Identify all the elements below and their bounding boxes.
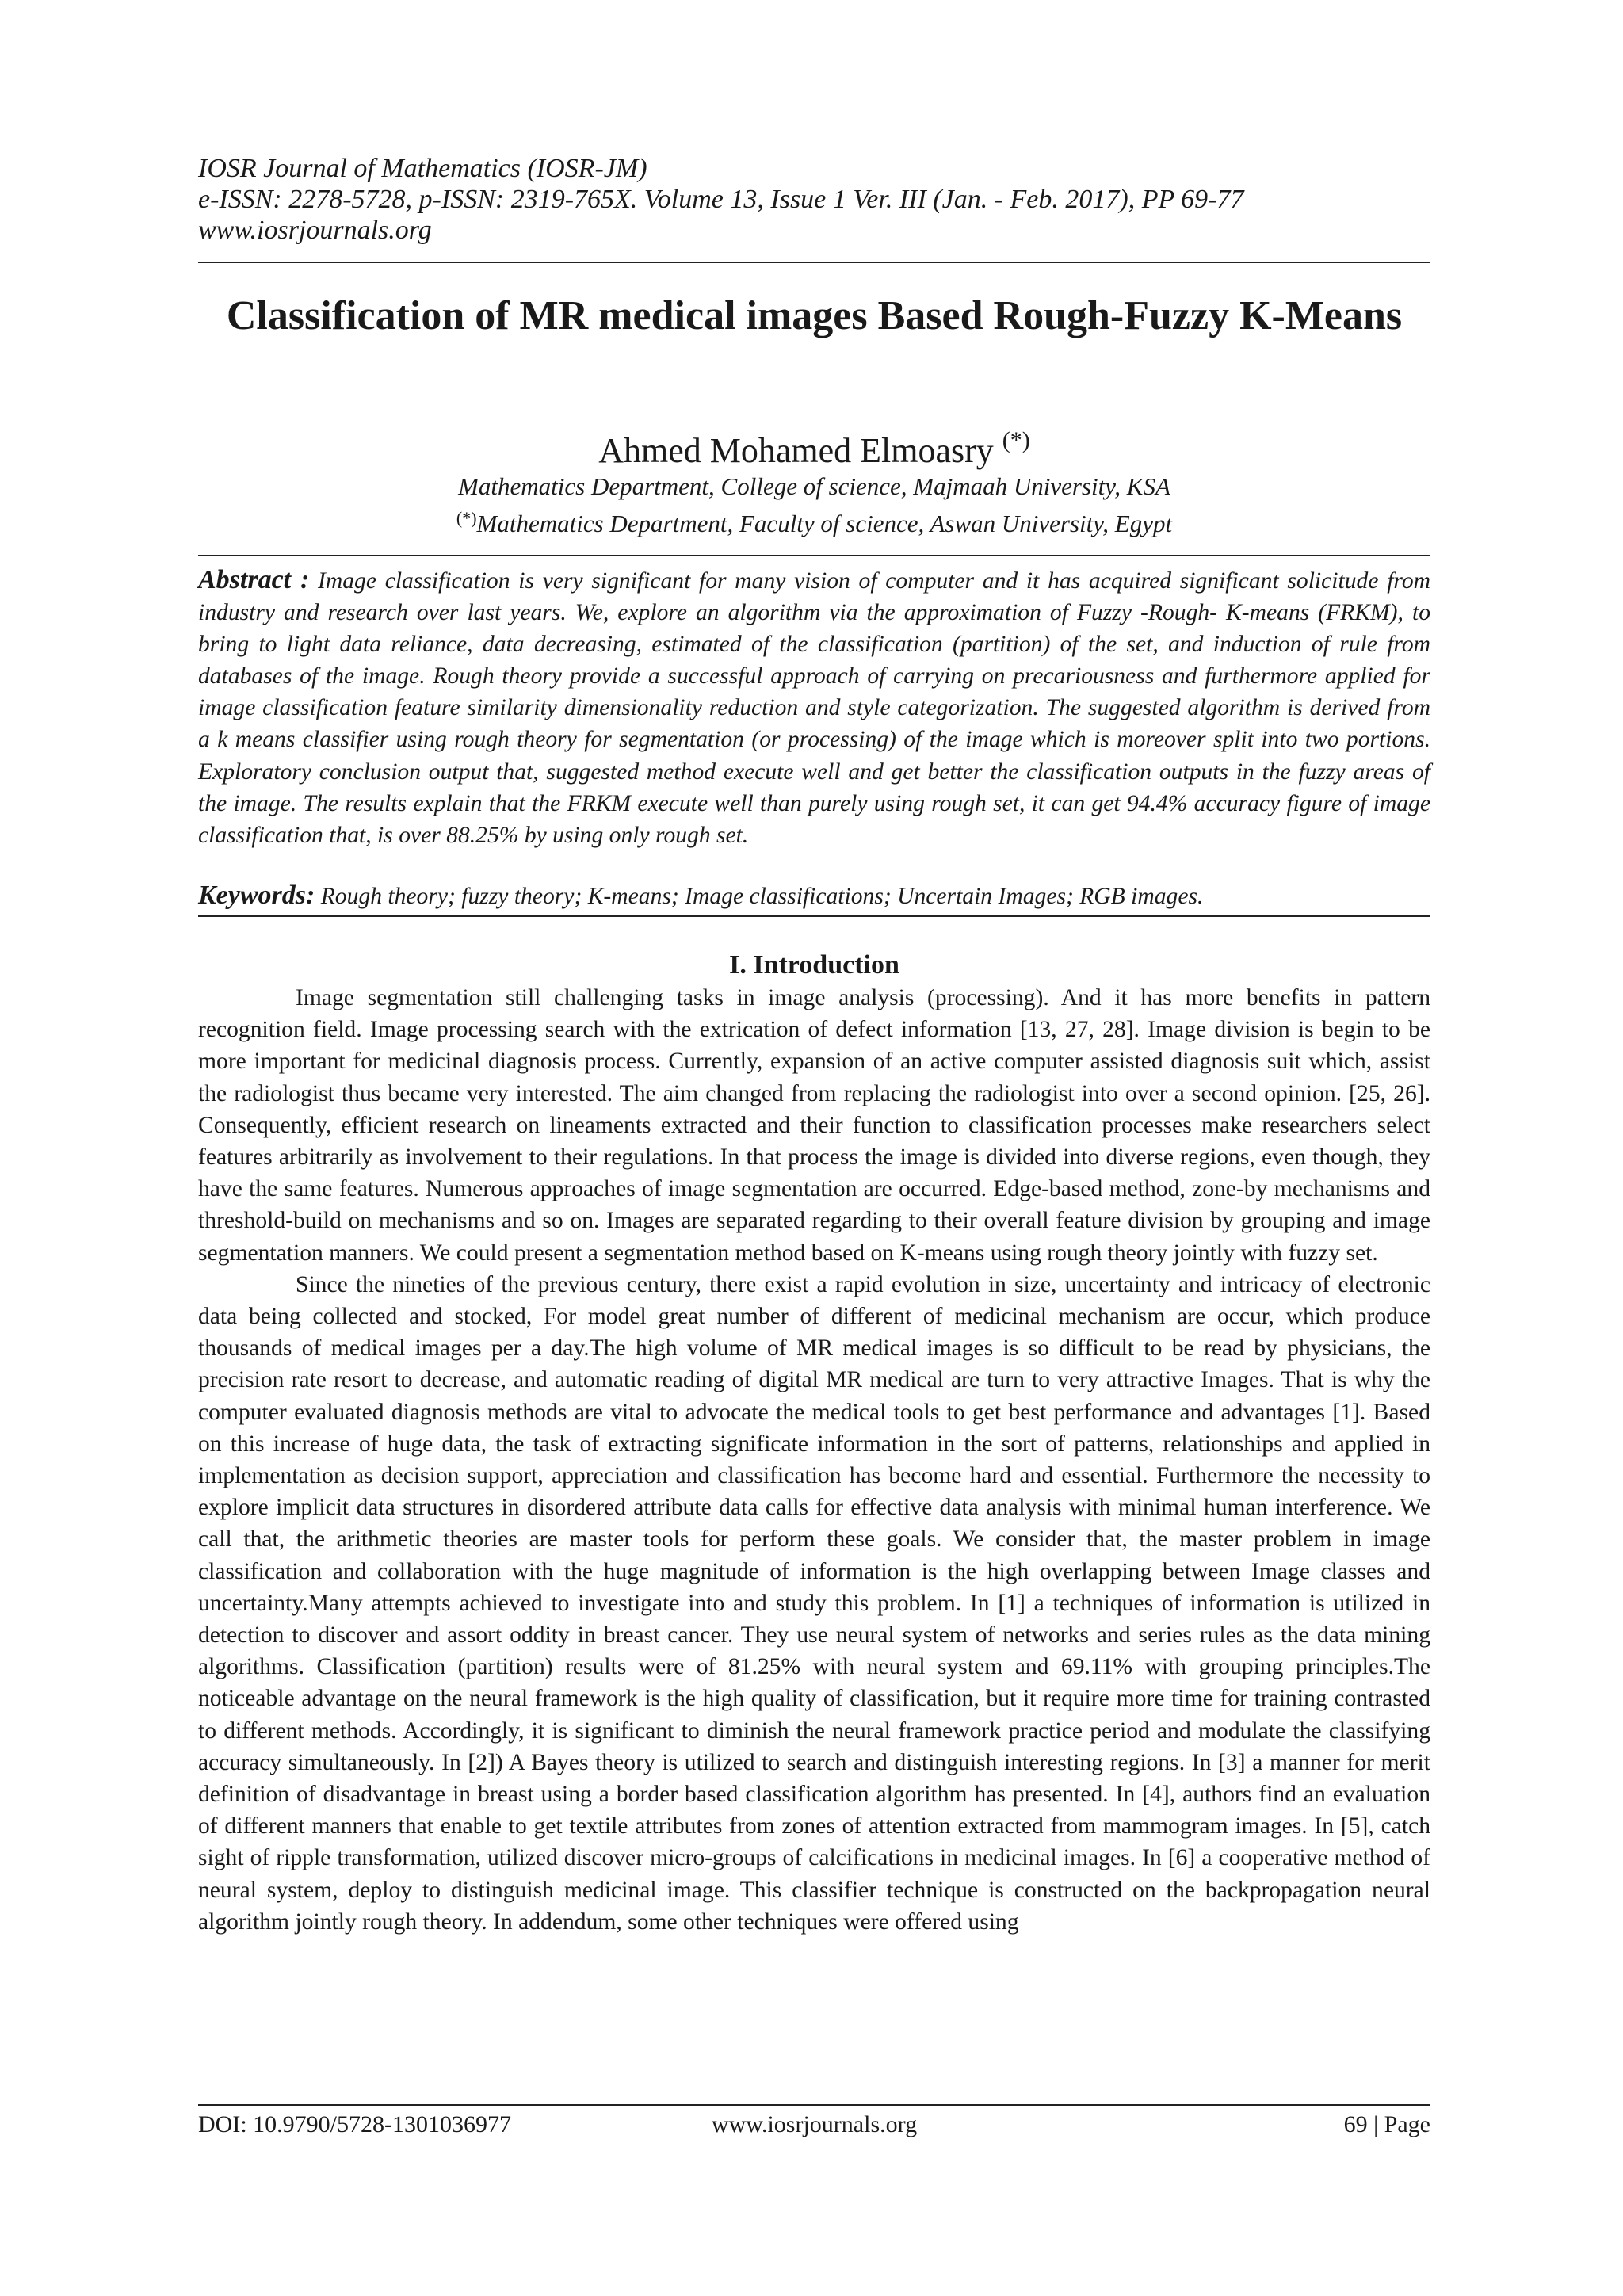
section-body <box>198 982 1430 1938</box>
abstract-top-divider <box>198 555 1430 556</box>
affiliation-1: Mathematics Department, College of science, Majmaah University, KSA <box>458 472 1170 500</box>
keywords-label: Keywords: <box>198 881 315 910</box>
affiliation-2: Mathematics Department, Faculty of science, Aswan University, Egypt <box>476 510 1173 537</box>
journal-name: IOSR Journal of Mathematics (IOSR-JM) <box>198 154 647 183</box>
author-mark: (*) <box>1002 427 1030 453</box>
abstract-bottom-divider <box>198 915 1430 917</box>
footer-website: www.iosrjournals.org <box>711 2111 918 2137</box>
keywords-block <box>198 880 1430 912</box>
abstract-text: Image classification is very significant for many vision of computer and it has acquired significant solicitude from industry and research over last years. We, explore an algorithm via the approximation of Fuzzy -Rough- K-means (FRKM), to bring to light data reliance, data decreasing, estimated of the classification (partition) of the set, and induction of rule from databases of the image. Rough theory provide a successful approach of carrying on precariousness and furthermore applied for image classification feature similarity dimensionality reduction and style categorization. The suggested algorithm is derived from a k means classifier using rough theory for segmentation (or processing) of the image which is moreover split into two portions. Exploratory conclusion output that, suggested method execute well and get better the classification outputs in the fuzzy areas of the image. The results explain that the FRKM execute well than purely using rough set, it can get 94.4% accuracy figure of image classification that, is over 88.25% by using only rough set. <box>198 568 1431 848</box>
paper-title: Classification of MR medical images Based Rough-Fuzzy K-Means <box>226 293 1403 338</box>
affiliation-2-mark: (*) <box>456 508 477 528</box>
paragraph: Image segmentation still challenging tasks in image analysis (processing). And it has more benefits in pattern recognition field. Image processing search with the extrication of defect information [13, 27, 28]. Image division is begin to be more important for medicinal diagnosis process. Currently, expansion of an active computer assisted diagnosis suit which, assist the radiologist thus became very interested. The aim changed from replacing the radiologist into over a second opinion. [25, 26]. Consequently, efficient research on lineaments extracted and their function to classification processes make researchers select features arbitrarily as involvement to their regulations. In that process the image is divided into diverse regions, even though, they have the same features. Numerous approaches of image segmentation are occurred. Edge-based method, zone-by mechanisms and threshold-build on mechanisms and so on. Images are separated regarding to their overall feature division by grouping and image segmentation manners. We could present a segmentation method based on K-means using rough theory jointly with fuzzy set. <box>198 985 1430 1266</box>
author-name: Ahmed Mohamed Elmoasry <box>598 431 994 470</box>
abstract-label: Abstract : <box>198 565 310 594</box>
footer-divider <box>198 2104 1430 2106</box>
journal-website: www.iosrjournals.org <box>198 216 432 245</box>
paragraph: Since the nineties of the previous century, there exist a rapid evolution in size, uncertainty and intricacy of electronic data being collected and stocked, For model great number of different of medicinal mechanism are occur, which produce thousands of medical images per a day.The high volume of MR medical images is so difficult to be read by physicians, the precision rate resort to decrease, and automatic reading of digital MR medical are turn to very attractive Images. That is why the computer evaluated diagnosis methods are vital to advocate the medical tools to get best performance and advantages [1]. Based on this increase of huge data, the task of extracting significate information in the sort of patterns, relationships and applied in implementation as decision support, appreciation and classification has become hard and essential. Furthermore the necessity to explore implicit data structures in disordered attribute data calls for effective data analysis with minimal human interference. We call that, the arithmetic theories are master tools for perform these goals. We consider that, the master problem in image classification and collaboration with the huge magnitude of information is the high overlapping between Image classes and uncertainty.Many attempts achieved to investigate into and study this problem. In [1] a techniques of information is utilized in detection to discover and assort oddity in breast cancer. They use neural system of networks and series rules as the data mining algorithms. Classification (partition) results were of 81.25% with neural system and 69.11% with grouping principles.The noticeable advantage on the neural framework is the high quality of classification, but it require more time for training contrasted to different methods. Accordingly, it is significant to diminish the neural framework practice period and modulate the classifying accuracy simultaneously. In [2]) A Bayes theory is utilized to search and distinguish interesting regions. In [3] a manner for merit definition of disadvantage in breast using a border based classification algorithm has presented. In [4], authors find an evaluation of different manners that enable to get textile attributes from zones of attention extracted from mammogram images. In [5], catch sight of ripple transformation, utilized discover micro-groups of calcifications in medicinal images. In [6] a cooperative method of neural system, deploy to distinguish medicinal image. This classifier technique is constructed on the backpropagation neural algorithm jointly rough theory. In addendum, some other techniques were offered using <box>198 1271 1430 1935</box>
header-divider <box>198 262 1430 263</box>
footer-doi: DOI: 10.9790/5728-1301036977 <box>198 2111 511 2137</box>
affiliation-2-line <box>198 503 1430 539</box>
section-heading: I. Introduction <box>729 950 899 980</box>
footer-page-number: 69 | Page <box>1343 2111 1430 2137</box>
abstract-block <box>198 564 1430 851</box>
journal-header <box>198 153 1243 246</box>
author-line <box>198 420 1430 472</box>
journal-issn: e-ISSN: 2278-5728, p-ISSN: 2319-765X. Volume 13, Issue 1 Ver. III (Jan. - Feb. 2017), PP 69-77 <box>198 185 1244 214</box>
keywords-text: Rough theory; fuzzy theory; K-means; Image classifications; Uncertain Images; RGB images. <box>320 884 1204 909</box>
